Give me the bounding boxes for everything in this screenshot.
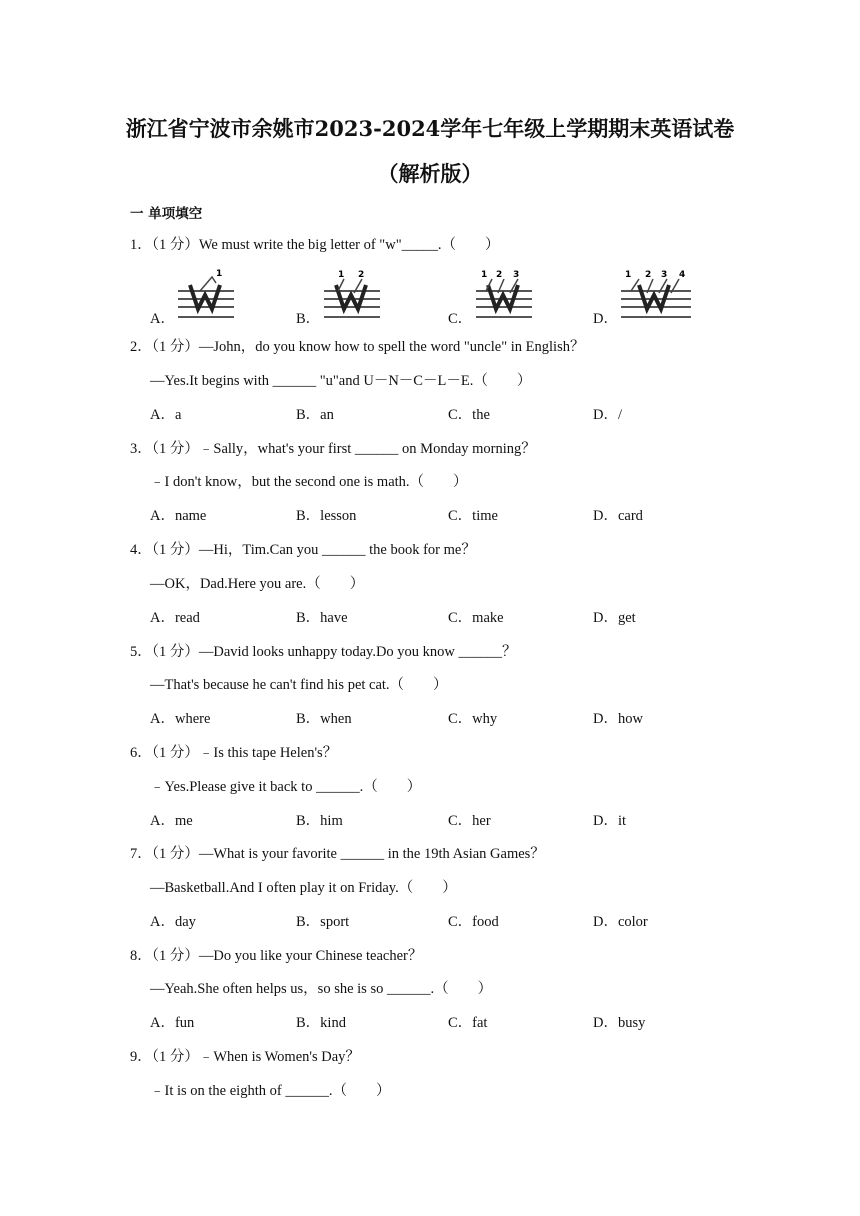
question-4-reply: —OK，Dad.Here you are.（ ） — [150, 576, 365, 592]
option-6-a[interactable]: A．me — [150, 813, 193, 829]
option-8-b[interactable]: B．kind — [296, 1015, 346, 1031]
option-label: C． — [448, 311, 473, 327]
stroke-digit: 1 — [338, 270, 345, 280]
stroke-digit: 4 — [679, 270, 686, 280]
question-6-reply: ﹣Yes.Please give it back to ______.（ ） — [150, 779, 422, 795]
option-5-d[interactable]: D．how — [593, 711, 643, 727]
option-8-a[interactable]: A．fun — [150, 1015, 195, 1031]
question-2-reply: —Yes.It begins with ______ "u"and U－N－C－L－E.（ ） — [150, 373, 532, 389]
page-title: 浙江省宁波市余姚市2023-2024学年七年级上学期期末英语试卷 — [125, 116, 735, 141]
option-4-a[interactable]: A．read — [150, 610, 200, 626]
option-3-c[interactable]: C．time — [448, 508, 498, 524]
option-2-d[interactable]: D．/ — [593, 407, 622, 423]
option-4-d[interactable]: D．get — [593, 610, 636, 626]
option-8-d[interactable]: D．busy — [593, 1015, 646, 1031]
w-stroke-image-2 — [324, 267, 384, 321]
option-8-c[interactable]: C．fat — [448, 1015, 488, 1031]
stroke-digit: 2 — [358, 270, 365, 280]
stroke-digit: 3 — [513, 270, 520, 280]
option-3-b[interactable]: B．lesson — [296, 508, 357, 524]
option-label: A． — [150, 311, 175, 327]
option-3-a[interactable]: A．name — [150, 508, 207, 524]
option-6-d[interactable]: D．it — [593, 813, 627, 829]
stroke-digit: 1 — [625, 270, 632, 280]
question-2: 2．（1 分）—John，do you know how to spell the word "uncle" in English？ — [130, 339, 585, 355]
option-6-b[interactable]: B．him — [296, 813, 343, 829]
section-heading: 一 单项填空 — [130, 206, 203, 222]
question-3: 3．（1 分）﹣Sally，what's your first ______ on Monday morning？ — [130, 441, 536, 457]
option-2-c[interactable]: C．the — [448, 407, 490, 423]
question-8: 8．（1 分）—Do you like your Chinese teacher？ — [130, 948, 423, 964]
option-4-c[interactable]: C．make — [448, 610, 504, 626]
option-6-c[interactable]: C．her — [448, 813, 491, 829]
question-5-reply: —That's because he can't find his pet cat.（ ） — [150, 677, 448, 693]
stroke-digit: 2 — [645, 270, 652, 280]
question-7: 7．（1 分）—What is your favorite ______ in the 19th Asian Games？ — [130, 846, 545, 862]
option-label: B． — [296, 311, 321, 327]
stroke-digit: 2 — [496, 270, 503, 280]
stroke-digit: 1 — [481, 270, 488, 280]
stroke-digit: 3 — [661, 270, 668, 280]
option-5-b[interactable]: B．when — [296, 711, 352, 727]
option-5-c[interactable]: C．why — [448, 711, 498, 727]
option-2-b[interactable]: B．an — [296, 407, 334, 423]
question-6: 6．（1 分）﹣Is this tape Helen's？ — [130, 745, 338, 761]
question-9: 9．（1 分）﹣When is Women's Day？ — [130, 1049, 360, 1065]
option-5-a[interactable]: A．where — [150, 711, 211, 727]
question-4: 4．（1 分）—Hi，Tim.Can you ______ the book for me？ — [130, 542, 476, 558]
question-5: 5．（1 分）—David looks unhappy today.Do you know ______？ — [130, 644, 517, 660]
option-7-c[interactable]: C．food — [448, 914, 499, 930]
option-2-a[interactable]: A．a — [150, 407, 182, 423]
w-stroke-image-1 — [178, 267, 238, 321]
w-stroke-image-4 — [621, 267, 693, 321]
question-3-reply: ﹣I don't know，but the second one is math.（ ） — [150, 474, 468, 490]
option-label: D． — [593, 311, 618, 327]
option-7-b[interactable]: B．sport — [296, 914, 350, 930]
option-7-a[interactable]: A．day — [150, 914, 196, 930]
question-8-reply: —Yeah.She often helps us，so she is so ______.（ ） — [150, 981, 493, 997]
option-4-b[interactable]: B．have — [296, 610, 348, 626]
question-7-reply: —Basketball.And I often play it on Friday.（ ） — [150, 880, 457, 896]
option-3-d[interactable]: D．card — [593, 508, 643, 524]
option-7-d[interactable]: D．color — [593, 914, 648, 930]
w-stroke-image-3 — [476, 267, 536, 321]
question-9-reply: ﹣It is on the eighth of ______.（ ） — [150, 1083, 391, 1099]
question-1: 1．（1 分）We must write the big letter of "w"_____.（ ） — [130, 237, 500, 253]
page-subtitle: （解析版） — [377, 161, 483, 186]
stroke-digit: 1 — [216, 269, 223, 279]
